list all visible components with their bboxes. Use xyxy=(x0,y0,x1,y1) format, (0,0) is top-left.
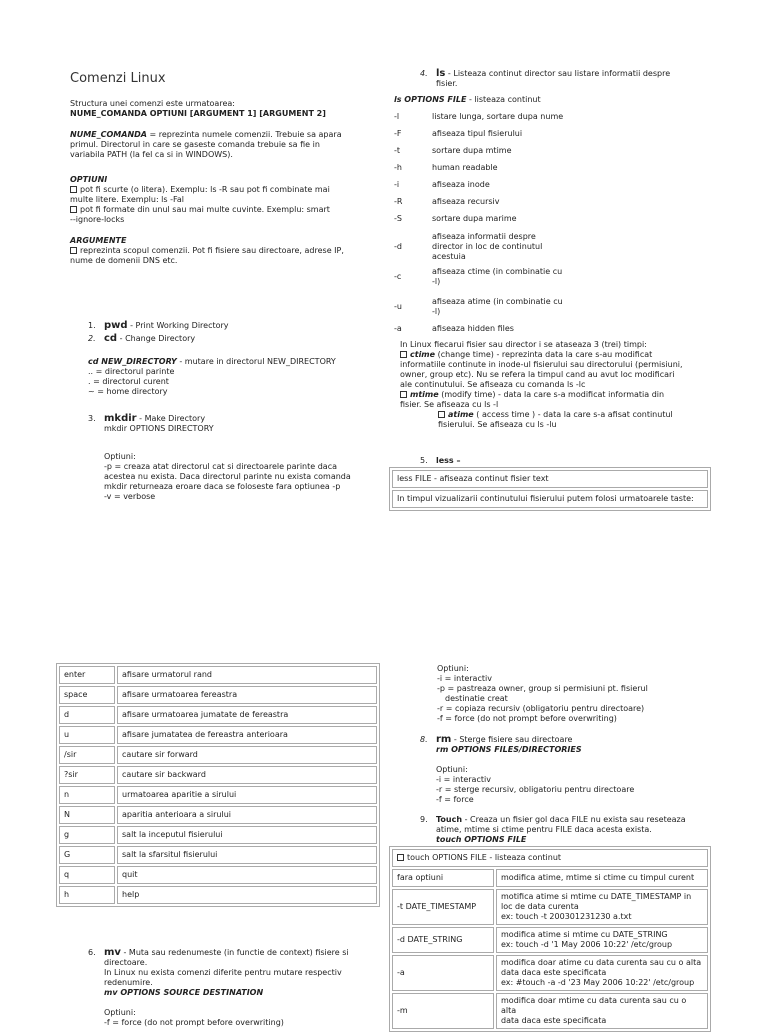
intro-text: Structura unei comenzi este urmatoarea: xyxy=(70,99,235,108)
table-row xyxy=(392,849,708,867)
rm-option-1: -i = interactiv xyxy=(436,775,491,784)
less-number: 5. xyxy=(420,456,428,465)
key-cell: h xyxy=(59,886,115,904)
cp-option-4: -f = force (do not prompt before overwriting) xyxy=(437,714,617,723)
optiuni-label: OPTIUNI xyxy=(70,175,108,184)
less-keys-table xyxy=(56,663,380,907)
table-row xyxy=(59,666,377,684)
ls-times xyxy=(400,340,720,430)
ls-options-list xyxy=(394,112,604,337)
ls-option-row xyxy=(394,180,592,190)
mv-syntax: mv OPTIONS SOURCE DESTINATION xyxy=(104,988,264,997)
key-description-cell: afisare urmatoarea jumatate de fereastra xyxy=(117,706,377,724)
ls-option-description xyxy=(432,163,592,173)
touch-description-line: ex: #touch -a -d '23 May 2006 10:22' /etc/group xyxy=(501,978,695,987)
ls-option-flag: -d xyxy=(394,242,402,251)
ls-option-row xyxy=(394,324,592,334)
key-description-cell: afisare urmatoarea fereastra xyxy=(117,686,377,704)
ls-option-row xyxy=(394,297,592,317)
key-description-cell: cautare sir backward xyxy=(117,766,377,784)
ctime-text-2: informatiile continute in inode-ul fisierului sau directorului (permisiuni, xyxy=(400,360,683,369)
table-row xyxy=(59,686,377,704)
atime-label: atime xyxy=(448,410,474,419)
touch-description-cell xyxy=(496,955,708,991)
ls-option-description xyxy=(432,267,592,287)
ls-option-description xyxy=(432,112,592,122)
pwd-number: 1. xyxy=(88,321,96,330)
touch-description-line: data daca este specificata xyxy=(501,968,607,977)
ls-option-description xyxy=(432,180,592,190)
cd-description: - Change Directory xyxy=(117,334,196,343)
table-row xyxy=(392,869,708,887)
mv-option-1: -f = force (do not prompt before overwriting) xyxy=(104,1018,284,1027)
optiuni-block xyxy=(70,175,370,225)
key-description-cell: aparitia anterioara a sirului xyxy=(117,806,377,824)
ls-option-description xyxy=(432,129,592,139)
touch-syntax: touch OPTIONS FILE xyxy=(436,835,527,844)
touch-description-line: modifica atime, mtime si ctime cu timpul curent xyxy=(501,873,695,882)
cd-command: cd xyxy=(104,333,118,344)
rm-syntax: rm OPTIONS FILES/DIRECTORIES xyxy=(436,745,582,754)
checkbox-icon xyxy=(70,247,77,254)
ls-number: 4. xyxy=(420,69,428,78)
ls-option-description-line: afiseaza informatii despre xyxy=(432,232,536,241)
touch-number: 9. xyxy=(420,815,428,824)
argumente-label: ARGUMENTE xyxy=(70,236,127,245)
table-row xyxy=(59,766,377,784)
ls-option-flag: -h xyxy=(394,163,402,172)
ctime-text-4: ale continutului. Se afiseaza cu comanda ls -lc xyxy=(400,380,586,389)
cd-line-2: . = directorul curent xyxy=(88,377,169,386)
ls-option-description-line: afiseaza hidden files xyxy=(432,324,514,333)
ls-syntax-description: - listeaza continut xyxy=(466,95,541,104)
mv-description-2: directoare. xyxy=(104,958,148,967)
rm-command: rm xyxy=(436,734,452,745)
pwd-section xyxy=(88,321,368,344)
rm-section xyxy=(420,735,720,805)
key-description-cell: salt la sfarsitul fisierului xyxy=(117,846,377,864)
key-cell: n xyxy=(59,786,115,804)
table-row xyxy=(59,886,377,904)
touch-option-cell: -t DATE_TIMESTAMP xyxy=(392,889,494,925)
intro-block xyxy=(70,99,370,119)
cp-option-1: -i = interactiv xyxy=(437,674,492,683)
ls-option-row xyxy=(394,146,592,156)
key-description-cell: quit xyxy=(117,866,377,884)
ls-option-description xyxy=(432,214,592,224)
mv-options-title: Optiuni: xyxy=(104,1008,136,1017)
cd-syntax: cd NEW_DIRECTORY xyxy=(88,357,177,366)
less-command: less – xyxy=(436,456,461,465)
cd-details xyxy=(88,357,368,397)
ls-option-flag: -i xyxy=(394,180,400,189)
checkbox-icon xyxy=(438,411,445,418)
key-description-cell: afisare urmatorul rand xyxy=(117,666,377,684)
ls-option-description xyxy=(432,324,592,334)
nume-comanda-text-2: primul. Directorul in care se gaseste comanda trebuie sa fie in xyxy=(70,140,320,149)
table-row xyxy=(59,706,377,724)
optiuni-item-2-cont: --ignore-locks xyxy=(70,215,125,224)
times-intro: In Linux fiecarui fisier sau director i se ataseaza 3 (trei) timpi: xyxy=(400,340,647,349)
table-row xyxy=(392,889,708,925)
nume-comanda-block xyxy=(70,130,370,160)
ls-option-row xyxy=(394,163,592,173)
ls-option-row xyxy=(394,197,592,207)
checkbox-icon xyxy=(397,854,404,861)
key-cell: space xyxy=(59,686,115,704)
pwd-description: - Print Working Directory xyxy=(127,321,229,330)
cd-line-1: .. = directorul parinte xyxy=(88,367,175,376)
touch-option-cell: fara optiuni xyxy=(392,869,494,887)
ls-syntax-line xyxy=(394,95,694,105)
key-cell: q xyxy=(59,866,115,884)
key-cell: N xyxy=(59,806,115,824)
ls-option-description xyxy=(432,232,592,262)
ls-option-description-line: afiseaza ctime (in combinatie cu xyxy=(432,267,563,276)
ls-option-description-line: sortare dupa mtime xyxy=(432,146,512,155)
table-row xyxy=(59,726,377,744)
table-row xyxy=(59,866,377,884)
touch-section xyxy=(420,815,720,845)
touch-description-cell xyxy=(496,927,708,953)
ls-option-flag: -S xyxy=(394,214,402,223)
touch-table-header xyxy=(392,849,708,867)
touch-command: Touch xyxy=(436,815,463,824)
touch-description-line: modifica atime si mtime cu DATE_STRING xyxy=(501,930,668,939)
less-row-1: less FILE - afiseaza continut fisier text xyxy=(392,470,708,488)
ls-command: ls xyxy=(436,68,446,79)
mkdir-option-1: -p = creaza atat directorul cat si directoarele parinte daca xyxy=(104,462,337,471)
ls-option-description xyxy=(432,197,592,207)
ls-header xyxy=(420,69,720,89)
key-description-cell: urmatoarea aparitie a sirului xyxy=(117,786,377,804)
mv-command: mv xyxy=(104,947,121,958)
ctime-text-3: owner, group etc). Nu se refera la timpul cand au avut loc modificari xyxy=(400,370,675,379)
key-cell: g xyxy=(59,826,115,844)
argumente-text: reprezinta scopul comenzii. Pot fi fisiere sau directoare, adrese IP, xyxy=(80,246,344,255)
ls-option-flag: -F xyxy=(394,129,402,138)
key-description-cell: afisare jumatatea de fereastra anterioara xyxy=(117,726,377,744)
rm-options-title: Optiuni: xyxy=(436,765,468,774)
key-cell: u xyxy=(59,726,115,744)
argumente-block xyxy=(70,236,370,266)
mtime-text: (modify time) - data la care s-a modificat informatia din xyxy=(438,390,665,399)
key-description-cell: help xyxy=(117,886,377,904)
ls-option-row xyxy=(394,112,592,122)
table-row xyxy=(59,806,377,824)
rm-description: - Sterge fisiere sau directoare xyxy=(451,735,573,744)
less-row-2: In timpul vizualizarii continutului fisierului putem folosi urmatoarele taste: xyxy=(392,490,708,508)
rm-option-3: -f = force xyxy=(436,795,474,804)
command-syntax: NUME_COMANDA OPTIUNI [ARGUMENT 1] [ARGUMENT 2] xyxy=(70,109,326,118)
mv-number: 6. xyxy=(88,948,96,957)
ls-option-flag: -c xyxy=(394,272,402,281)
checkbox-icon xyxy=(400,351,407,358)
argumente-text-2: nume de domenii DNS etc. xyxy=(70,256,178,265)
ls-description: - Listeaza continut director sau listare informatii despre xyxy=(445,69,671,78)
mkdir-syntax: mkdir OPTIONS DIRECTORY xyxy=(104,424,214,433)
key-cell: /sir xyxy=(59,746,115,764)
mkdir-option-3: mkdir returneaza eroare daca se foloseste fara optiunea -p xyxy=(104,482,341,491)
ls-option-description-line: sortare dupa marime xyxy=(432,214,517,223)
touch-option-cell: -m xyxy=(392,993,494,1029)
table-row xyxy=(59,846,377,864)
ls-option-description xyxy=(432,297,592,317)
ls-option-flag: -u xyxy=(394,302,402,311)
ls-option-flag: -R xyxy=(394,197,403,206)
optiuni-item-1-cont: multe litere. Exemplu: ls -Fal xyxy=(70,195,184,204)
rm-number: 8. xyxy=(420,735,428,744)
mkdir-section xyxy=(88,414,378,502)
touch-description-cell xyxy=(496,869,708,887)
touch-description-line: modifica doar atime cu data curenta sau cu o alta xyxy=(501,958,702,967)
ls-option-flag: -l xyxy=(394,112,400,121)
table-row xyxy=(59,826,377,844)
ls-option-description-line: -l) xyxy=(432,277,441,286)
ls-option-description-line: acestuia xyxy=(432,252,466,261)
mtime-label: mtime xyxy=(410,390,439,399)
mtime-text-2: fisier. Se afiseaza cu ls -l xyxy=(400,400,499,409)
mkdir-option-2: acestea nu exista. Daca directorul parinte nu exista comanda xyxy=(104,472,351,481)
key-cell: G xyxy=(59,846,115,864)
table-row xyxy=(59,746,377,764)
checkbox-icon xyxy=(400,391,407,398)
table-row xyxy=(392,955,708,991)
ls-option-description-line: afiseaza tipul fisierului xyxy=(432,129,523,138)
mkdir-number: 3. xyxy=(88,414,96,423)
mkdir-command: mkdir xyxy=(104,413,137,424)
ls-option-description-line: listare lunga, sortare dupa nume xyxy=(432,112,564,121)
cp-options xyxy=(437,664,727,724)
ls-syntax: ls OPTIONS FILE xyxy=(394,95,467,104)
checkbox-icon xyxy=(70,206,77,213)
ls-description-2: fisier. xyxy=(436,79,458,88)
key-cell: d xyxy=(59,706,115,724)
touch-table xyxy=(389,846,711,1032)
touch-description-line: ex: touch -d '1 May 2006 10:22' /etc/group xyxy=(501,940,673,949)
table-row xyxy=(392,927,708,953)
rm-option-2: -r = sterge recursiv, obligatoriu pentru directoare xyxy=(436,785,635,794)
less-header xyxy=(420,456,460,466)
mv-section xyxy=(88,948,378,1028)
ls-option-description-line: afiseaza inode xyxy=(432,180,490,189)
cp-option-2-cont: destinatie creat xyxy=(445,694,508,703)
table-row xyxy=(59,786,377,804)
touch-description: - Creaza un fisier gol daca FILE nu exista sau reseteaza xyxy=(462,815,686,824)
cp-option-3: -r = copiaza recursiv (obligatoriu pentru directoare) xyxy=(437,704,645,713)
touch-option-cell: -a xyxy=(392,955,494,991)
nume-comanda-label: NUME_COMANDA xyxy=(70,130,147,139)
ctime-label: ctime xyxy=(410,350,436,359)
ls-option-description-line: -l) xyxy=(432,307,441,316)
ls-option-flag: -t xyxy=(394,146,401,155)
ctime-text: (change time) - reprezinta data la care s-au modificat xyxy=(435,350,653,359)
optiuni-item-2: pot fi formate din unul sau mai multe cuvinte. Exemplu: smart xyxy=(80,205,330,214)
key-cell: ?sir xyxy=(59,766,115,784)
ls-option-description-line: afiseaza recursiv xyxy=(432,197,500,206)
cp-option-2: -p = pastreaza owner, group si permisiuni pt. fisierul xyxy=(437,684,648,693)
optiuni-item-1: pot fi scurte (o litera). Exemplu: ls -R sau pot fi combinate mai xyxy=(80,185,330,194)
mv-description-4: redenumire. xyxy=(104,978,153,987)
key-description-cell: salt la inceputul fisierului xyxy=(117,826,377,844)
atime-text-2: fisierului. Se afiseaza cu ls -lu xyxy=(438,420,557,429)
touch-description-line: modifica doar mtime cu data curenta sau cu o alta xyxy=(501,996,687,1015)
cp-options-title: Optiuni: xyxy=(437,664,469,673)
pwd-command: pwd xyxy=(104,320,128,331)
touch-table-header-text: touch OPTIONS FILE - listeaza continut xyxy=(407,853,562,862)
ls-option-description-line: afiseaza atime (in combinatie cu xyxy=(432,297,563,306)
ls-option-flag: -a xyxy=(394,324,402,333)
ls-option-description-line: human readable xyxy=(432,163,498,172)
touch-description-line: data daca este specificata xyxy=(501,1016,607,1025)
checkbox-icon xyxy=(70,186,77,193)
key-cell: enter xyxy=(59,666,115,684)
cd-line-3: ~ = home directory xyxy=(88,387,168,396)
nume-comanda-text: = reprezinta numele comenzii. Trebuie sa apara xyxy=(146,130,342,139)
cd-number: 2. xyxy=(88,334,96,343)
ls-option-description-line: director in loc de continutul xyxy=(432,242,543,251)
nume-comanda-text-3: variabila PATH (la fel ca si in WINDOWS). xyxy=(70,150,233,159)
mkdir-options-title: Optiuni: xyxy=(104,452,136,461)
ls-option-row xyxy=(394,129,592,139)
touch-option-cell: -d DATE_STRING xyxy=(392,927,494,953)
page-title: Comenzi Linux xyxy=(70,71,166,86)
key-description-cell: cautare sir forward xyxy=(117,746,377,764)
touch-description-line: motifica atime si mtime cu DATE_TIMESTAMP in xyxy=(501,892,692,901)
mv-description-3: In Linux nu exista comenzi diferite pentru mutare respectiv xyxy=(104,968,342,977)
ls-option-row xyxy=(394,214,592,224)
ls-option-row xyxy=(394,267,592,287)
less-table xyxy=(389,467,711,511)
ls-option-row xyxy=(394,232,592,262)
touch-description-2: atime, mtime si ctime pentru FILE daca acesta exista. xyxy=(436,825,652,834)
touch-description-line: loc de data curenta xyxy=(501,902,579,911)
atime-text: ( access time ) - data la care s-a afisat continutul xyxy=(473,410,673,419)
mv-description: - Muta sau redenumeste (in functie de context) fisiere si xyxy=(120,948,349,957)
cd-syntax-description: - mutare in directorul NEW_DIRECTORY xyxy=(176,357,336,366)
mkdir-option-4: -v = verbose xyxy=(104,492,156,501)
touch-description-cell xyxy=(496,889,708,925)
mkdir-description: - Make Directory xyxy=(136,414,206,423)
touch-description-line: ex: touch -t 200301231230 a.txt xyxy=(501,912,632,921)
ls-option-description xyxy=(432,146,592,156)
